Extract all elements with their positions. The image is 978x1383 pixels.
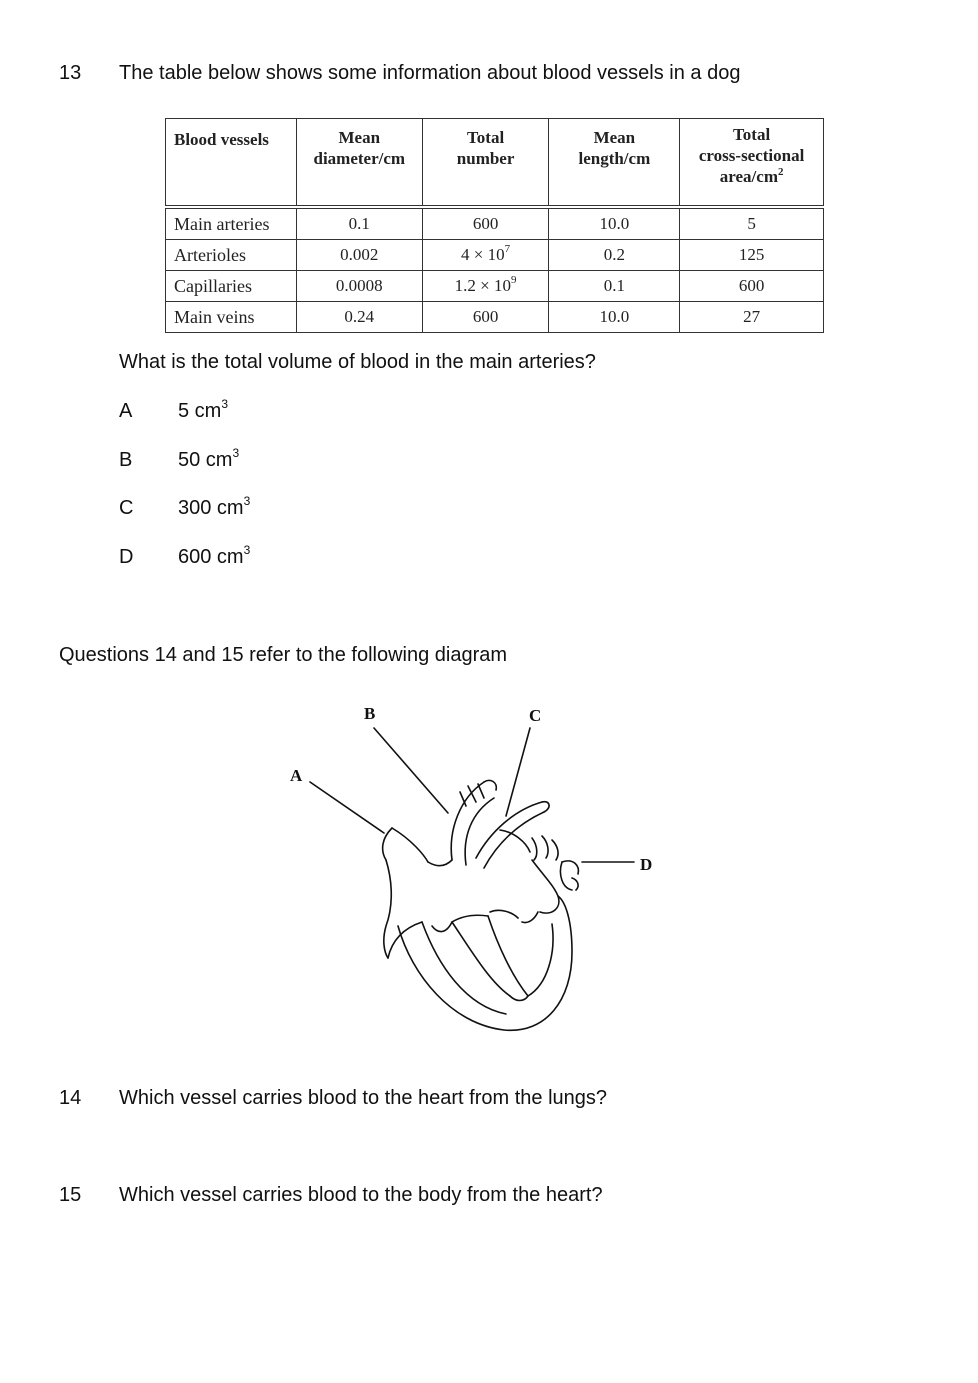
option-d-letter: D — [119, 546, 134, 568]
cell-diameter: 0.1 — [296, 209, 422, 240]
table-row — [166, 209, 824, 240]
header-mean-length: Mean length/cm — [549, 119, 680, 206]
heart-diagram — [262, 690, 682, 1060]
option-d-value: 600 $cm^3$ — [178, 543, 251, 568]
cell-area: 27 — [680, 302, 824, 333]
header-total-number: Total number — [422, 119, 549, 206]
question-14-number: 14 — [59, 1087, 82, 1109]
cell-diameter: 0.24 — [296, 302, 422, 333]
cell-diameter: 0.0008 — [296, 271, 422, 302]
label-d: D — [640, 855, 653, 874]
pointer-line-c — [506, 728, 530, 816]
question-14-text: Which vessel carries blood to the heart from the lungs? — [119, 1087, 608, 1109]
table-row — [166, 240, 824, 271]
cell-vessel: Capillaries — [166, 271, 297, 302]
cell-number: $1.2 \times 10^9$ — [422, 271, 549, 302]
cell-vessel: Arterioles — [166, 240, 297, 271]
cell-number: $4 \times 10^7$ — [422, 240, 549, 271]
cell-vessel: Main veins — [166, 302, 297, 333]
cell-area: 5 — [680, 209, 824, 240]
cell-length: 0.2 — [549, 240, 680, 271]
option-c-value: 300 $cm^3$ — [178, 494, 251, 519]
option-a-letter: A — [119, 400, 133, 422]
blood-vessels-table — [165, 118, 824, 333]
cell-length: 10.0 — [549, 302, 680, 333]
option-b-letter: B — [119, 449, 133, 471]
label-c: C — [529, 706, 542, 725]
question-13-prompt: What is the total volume of blood in the main arteries? — [119, 351, 596, 373]
cell-area: 125 — [680, 240, 824, 271]
table-row — [166, 271, 824, 302]
pointer-line-b — [374, 728, 448, 813]
table-header-row — [166, 119, 824, 206]
cell-number: 600 — [422, 209, 549, 240]
question-13-number: 13 — [59, 62, 82, 84]
option-c-letter: C — [119, 497, 134, 519]
heart-outline — [383, 780, 579, 1030]
question-15-text: Which vessel carries blood to the body from the heart? — [119, 1184, 603, 1206]
question-15-number: 15 — [59, 1184, 82, 1206]
table-row — [166, 302, 824, 333]
label-b: B — [364, 704, 376, 723]
option-a-value: 5 $cm^3$ — [178, 397, 229, 422]
header-blood-vessels: Blood vessels — [166, 119, 297, 206]
cell-length: 0.1 — [549, 271, 680, 302]
cell-area: 600 — [680, 271, 824, 302]
diagram-intro: Questions 14 and 15 refer to the following diagram — [59, 644, 508, 666]
option-b-value: 50 $cm^3$ — [178, 446, 240, 471]
pointer-line-a — [310, 782, 384, 833]
question-13-text: The table below shows some information about blood vessels in a dog — [119, 62, 741, 84]
cell-vessel: Main arteries — [166, 209, 297, 240]
cell-diameter: 0.002 — [296, 240, 422, 271]
cell-number: 600 — [422, 302, 549, 333]
label-a: A — [290, 766, 303, 785]
header-total-area: Total cross-sectional area/$cm^2$ — [680, 119, 824, 206]
cell-length: 10.0 — [549, 209, 680, 240]
header-mean-diameter: Mean diameter/cm — [296, 119, 422, 206]
